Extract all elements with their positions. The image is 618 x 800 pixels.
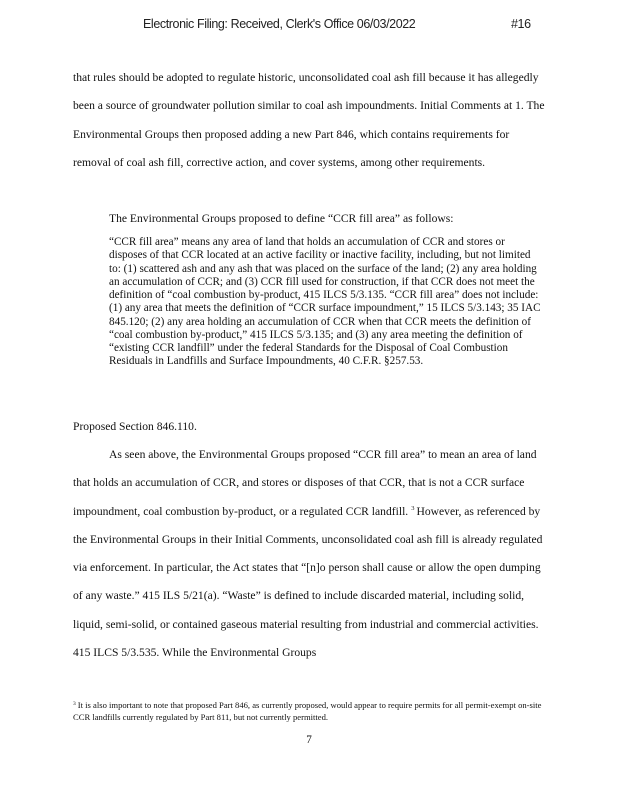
paragraph-continuation [73, 64, 545, 177]
paragraph-analysis [73, 441, 545, 667]
footnote-reference[interactable]: 3 [411, 504, 415, 512]
footnote [73, 699, 543, 723]
filing-header [0, 17, 618, 37]
paragraph-3-part2: However, as referenced by the Environmental Groups in their Initial Comments, unconsolidated coal ash fill is already regulated via enforcement. In particular, the Act states that “[n]o person shall cause or allow the open dumping of any waste.” 415 ILS 5/21(a). “Waste” is defined to include discarded material, including solid, liquid, semi-solid, or contained gaseous material resulting from industrial and commercial activities. 415 ILCS 5/3.535. While the Environmental Groups [73, 504, 543, 660]
document-number: #16 [511, 17, 531, 31]
definition-intro-block [73, 205, 545, 233]
paragraph-1: that rules should be adopted to regulate historic, unconsolidated coal ash fill because it has allegedly been a source of groundwater pollution similar to coal ash impoundments. Initial Comments at 1. The Environmental Groups then proposed adding a new Part 846, which contains requirements for removal of coal ash fill, corrective action, and cover systems, among other requirements. [73, 71, 545, 169]
filing-stamp: Electronic Filing: Received, Clerk's Office 06/03/2022 [143, 17, 416, 31]
paragraph-3 [73, 441, 545, 667]
citation-block [73, 413, 545, 441]
definition-intro: The Environmental Groups proposed to define “CCR fill area” as follows: [109, 212, 454, 225]
citation: Proposed Section 846.110. [73, 420, 197, 433]
footnote-text: It is also important to note that proposed Part 846, as currently proposed, would appear to require permits for all permit-exempt on-site CCR landfills currently regulated by Part 811, but not currently permitted. [73, 700, 542, 722]
footnote-number: 3 [73, 701, 76, 707]
page-number: 7 [306, 734, 312, 746]
block-quote: “CCR fill area” means any area of land that holds an accumulation of CCR and stores or disposes of that CCR located at an active facility or inactive facility, including, but not limited to: (1) scattered ash and any ash that was placed on the surface of the land; (2) any area holding an accumulation of CCR; and (3) CCR fill used for construction, if that CCR does not meet the definition of “coal combustion by-product, 415 ILCS 5/3.135. “CCR fill area” does not include: (1) any area that meets the definition of “CCR surface impoundment,” 15 ILCS 5/3.143; 35 IAC 845.120; (2) any area holding an accumulation of CCR when that CCR meets the definition of “coal combustion by-product,” 415 ILCS 5/3.135; and (3) any area meeting the definition of “existing CCR landfill” under the federal Standards for the Disposal of Coal Combustion Residuals in Landfills and Surface Impoundments, 40 C.F.R. §257.53. [109, 236, 541, 368]
paragraph-3-part1: As seen above, the Environmental Groups proposed “CCR fill area” to mean an area of land that holds an accumulation of CCR, and stores or disposes of that CCR, that is not a CCR surface impoundment, coal combustion by-product, or a regulated CCR landfill. [73, 448, 537, 518]
